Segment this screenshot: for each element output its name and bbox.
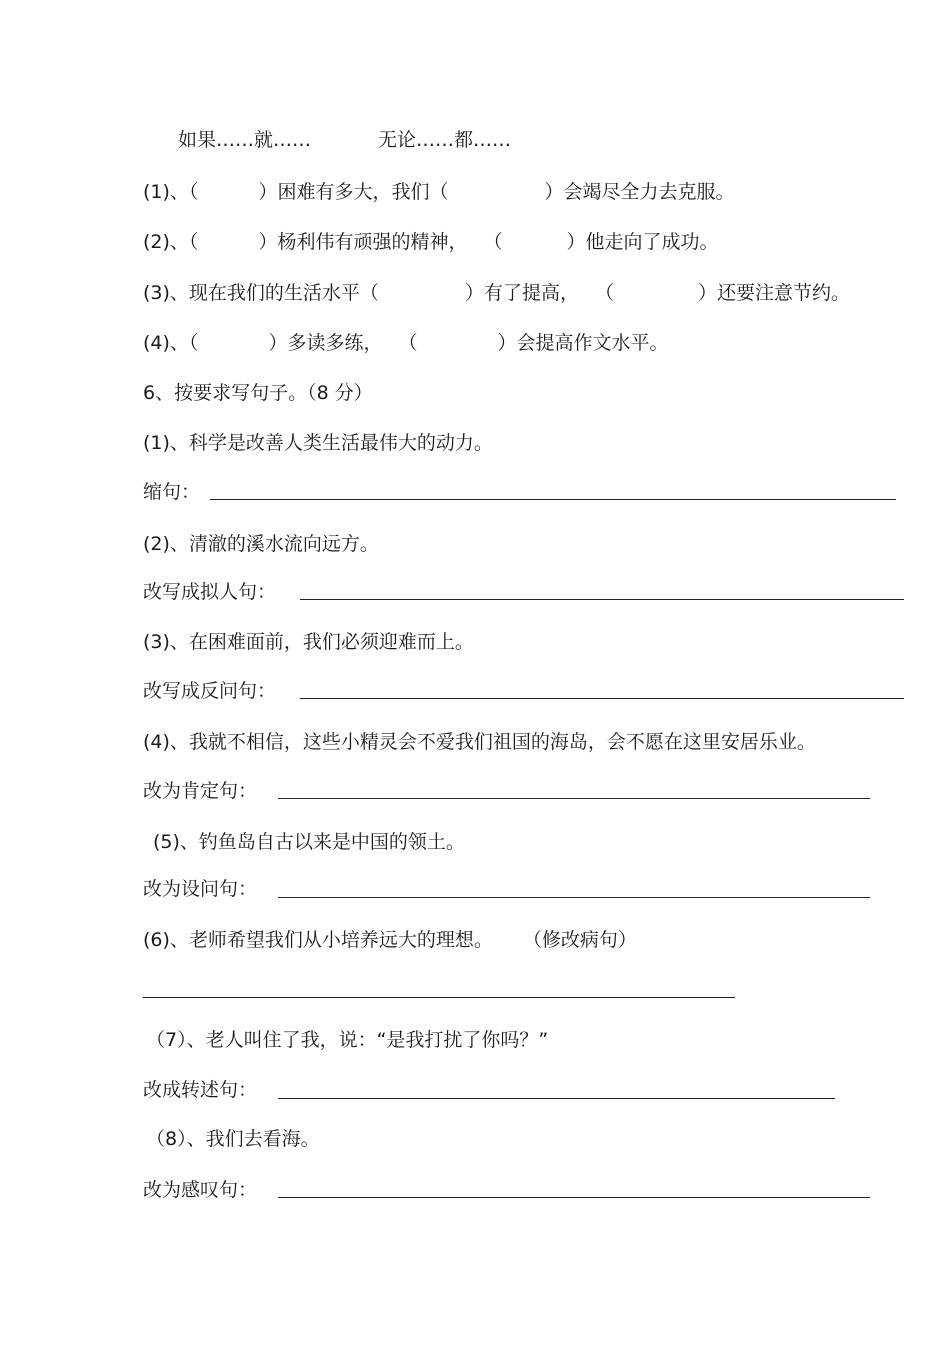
item-text: （: [398, 332, 418, 354]
item-text: ）困难有多大，我们（: [258, 181, 449, 203]
sentence-text: (6)、老师希望我们从小培养远大的理想。: [143, 929, 493, 951]
exercise-sentence-8: （8）、我们去看海。: [146, 1128, 320, 1150]
item-number: (3)、: [143, 282, 189, 304]
section-title: 6、按要求写句子。（8 分）: [143, 382, 373, 404]
exercise-sentence-1: (1)、科学是改善人类生活最伟大的动力。: [143, 432, 493, 454]
answer-line-4[interactable]: [278, 798, 870, 799]
item-text: （: [188, 181, 199, 203]
exercise-prompt-2: 改写成拟人句：: [143, 581, 277, 603]
exercise-note: （修改病句）: [522, 929, 637, 951]
item-text: ）多读多练，: [268, 332, 383, 354]
exercise-sentence-6: [143, 928, 637, 952]
fill-in-item-2: [143, 230, 718, 254]
item-text: （: [188, 231, 199, 253]
item-text: （: [483, 231, 503, 253]
fill-in-item-4: [143, 331, 668, 355]
fill-in-item-1: [143, 180, 734, 204]
answer-line-5[interactable]: [278, 897, 870, 898]
item-text: ）他走向了成功。: [566, 231, 719, 253]
item-text: ）会竭尽全力去克服。: [544, 181, 735, 203]
conjunction-pair-1: 如果……就……: [178, 129, 312, 151]
item-text: （: [188, 332, 199, 354]
item-text: ）杨利伟有顽强的精神，: [258, 231, 468, 253]
exercise-prompt-1: 缩句：: [143, 481, 201, 503]
exercise-prompt-4: 改为肯定句：: [143, 780, 258, 802]
exercise-prompt-7: 改成转述句：: [143, 1079, 258, 1101]
item-text: ）会提高作文水平。: [497, 332, 669, 354]
answer-line-1[interactable]: [210, 499, 896, 500]
item-text: ）还要注意节约。: [697, 282, 850, 304]
item-number: (2)、: [143, 231, 189, 253]
exercise-sentence-2: (2)、清澈的溪水流向远方。: [143, 533, 379, 555]
item-text: （: [594, 282, 614, 304]
answer-line-3[interactable]: [300, 698, 904, 699]
conjunction-pair-2: 无论……都……: [378, 129, 512, 151]
item-number: (4)、: [143, 332, 189, 354]
item-number: (1)、: [143, 181, 189, 203]
item-text: ）有了提高，: [464, 282, 579, 304]
answer-line-2[interactable]: [300, 599, 904, 600]
exercise-sentence-7: （7）、老人叫住了我，说：“是我打扰了你吗？”: [146, 1029, 549, 1051]
item-text: 现在我们的生活水平（: [188, 282, 379, 304]
fill-in-item-3: [143, 281, 850, 305]
exercise-sentence-5: (5)、钓鱼岛自古以来是中国的领土。: [153, 831, 465, 853]
exercise-sentence-4: (4)、我就不相信，这些小精灵会不爱我们祖国的海岛，会不愿在这里安居乐业。: [143, 731, 816, 753]
exercise-prompt-3: 改写成反问句：: [143, 680, 277, 702]
exercise-prompt-5: 改为设问句：: [143, 878, 258, 900]
answer-line-7[interactable]: [278, 1098, 835, 1099]
answer-line-6[interactable]: [143, 997, 735, 998]
exercise-sentence-3: (3)、在困难面前，我们必须迎难而上。: [143, 631, 474, 653]
exercise-prompt-8: 改为感叹句：: [143, 1179, 258, 1201]
answer-line-8[interactable]: [278, 1197, 870, 1198]
